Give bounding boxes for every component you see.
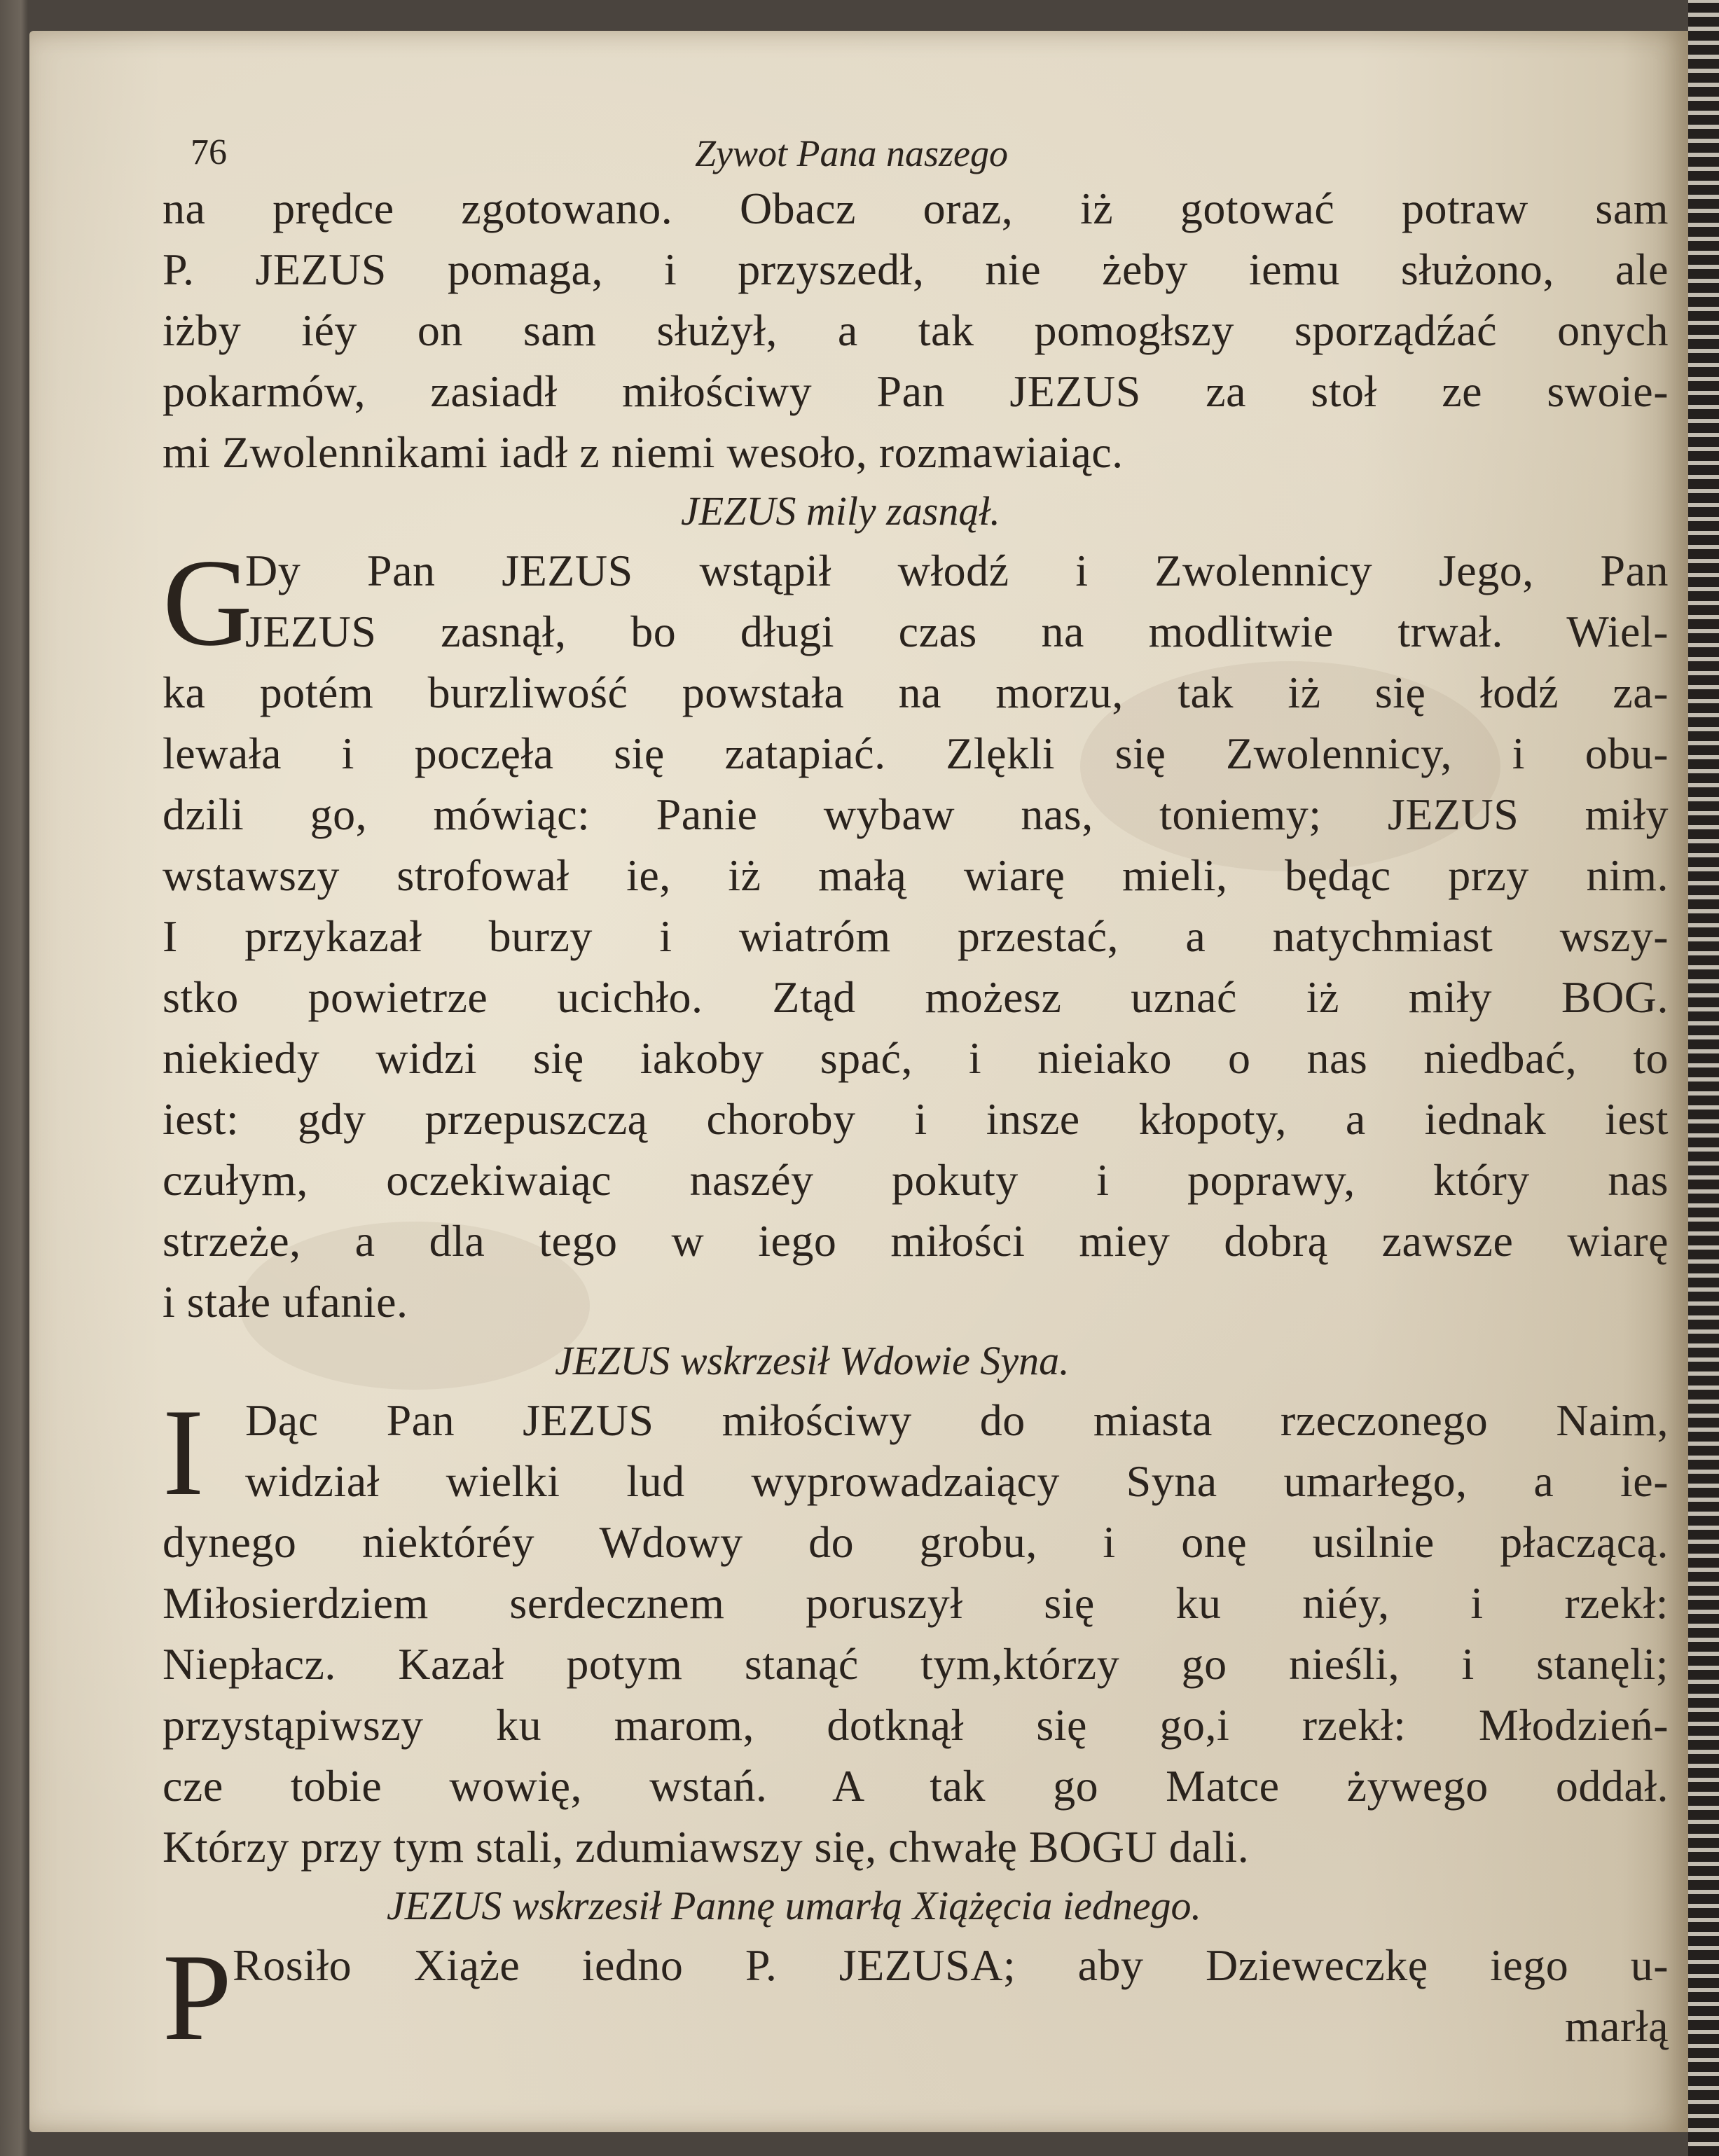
text-line: Którzy przy tym stali, zdumiawszy się, chwałę BOGU dali. (163, 1822, 1250, 1872)
text-line: mi Zwolennikami iadł z niemi wesoło, rozmawiaiąc. (163, 427, 1124, 477)
text-line: stko powietrze ucichło. Ztąd możesz uznać iż miły BOG. (163, 972, 1669, 1022)
page-number: 76 (191, 132, 227, 172)
text-line: Rosiło Xiąże iedno P. JEZUSA; aby Dzieweczkę iego u- (233, 1940, 1669, 1990)
section-paragraph (163, 1383, 1669, 1877)
running-head (163, 129, 1669, 178)
catchword: marłą (1564, 2001, 1669, 2051)
drop-cap: G (163, 533, 253, 672)
running-title: Zywot Pana naszego (695, 132, 1009, 174)
drop-cap: I (163, 1383, 205, 1521)
text-line: Niepłacz. Kazał potym stanąć tym,którzy go nieśli, i stanęli; (163, 1639, 1669, 1689)
text-line: Dy Pan JEZUS wstąpił włodź i Zwolennicy Jego, Pan (245, 546, 1669, 595)
text-line: iest: gdy przepuszczą choroby i insze kłopoty, a iednak iest (163, 1094, 1669, 1144)
text-line: dzili go, mówiąc: Panie wybaw nas, toniemy; JEZUS miły (163, 789, 1669, 839)
text-line: czułym, oczekiwaiąc naszéy pokuty i poprawy, który nas (163, 1155, 1669, 1205)
section-heading: JEZUS wskrzesił Pannę umarłą Xiążęcia iednego. (387, 1883, 1202, 1928)
drop-cap: P (163, 1928, 232, 2066)
text-line: I przykazał burzy i wiatróm przestać, a natychmiast wszy- (163, 911, 1669, 961)
text-line: P. JEZUS pomaga, i przyszedł, nie żeby iemu służono, ale (163, 244, 1669, 294)
text-line: ka potém burzliwość powstała na morzu, tak iż się łodź za- (163, 668, 1669, 717)
text-line: strzeże, a dla tego w iego miłości miey dobrą zawsze wiarę (163, 1216, 1669, 1266)
text-line: lewała i poczęła się zatapiać. Zlękli się Zwolennicy, i obu- (163, 728, 1669, 778)
page-text (163, 129, 1669, 2066)
intro-paragraph (163, 178, 1669, 483)
text-line: wstawszy strofował ie, iż małą wiarę mieli, będąc przy nim. (163, 850, 1669, 900)
text-line: i stałe ufanie. (163, 1277, 408, 1327)
text-line: widział wielki lud wyprowadzaiący Syna umarłego, a ie- (245, 1456, 1669, 1506)
text-line: dynego niektóréy Wdowy do grobu, i onę usilnie płaczącą. (163, 1517, 1669, 1567)
text-line: Miłosierdziem serdecznem poruszył się ku niéy, i rzekł: (163, 1578, 1669, 1628)
text-line: niekiedy widzi się iakoby spać, i nieiako o nas niedbać, to (163, 1033, 1669, 1083)
text-line: iżby iéy on sam służył, a tak pomogłszy sporządźać onych (163, 305, 1669, 355)
text-line: na prędce zgotowano. Obacz oraz, iż gotować potraw sam (163, 184, 1669, 233)
section-heading: JEZUS wskrzesił Wdowie Syna. (555, 1338, 1070, 1383)
book-page (29, 31, 1688, 2132)
text-line: przystąpiwszy ku marom, dotknął się go,i rzekł: Młodzień- (163, 1700, 1669, 1750)
text-line: Dąc Pan JEZUS miłościwy do miasta rzeczonego Naim, (245, 1395, 1669, 1445)
section-paragraph (163, 533, 1669, 1332)
text-line: pokarmów, zasiadł miłościwy Pan JEZUS za stoł ze swoie- (163, 366, 1669, 416)
text-line: cze tobie wowię, wstań. A tak go Matce żywego oddał. (163, 1761, 1669, 1811)
section-paragraph (163, 1928, 1669, 2066)
section-heading: JEZUS mily zasnął. (681, 488, 1000, 534)
text-line: JEZUS zasnął, bo długi czas na modlitwie trwał. Wiel- (245, 607, 1669, 656)
page-edge-strip (1688, 0, 1719, 2156)
